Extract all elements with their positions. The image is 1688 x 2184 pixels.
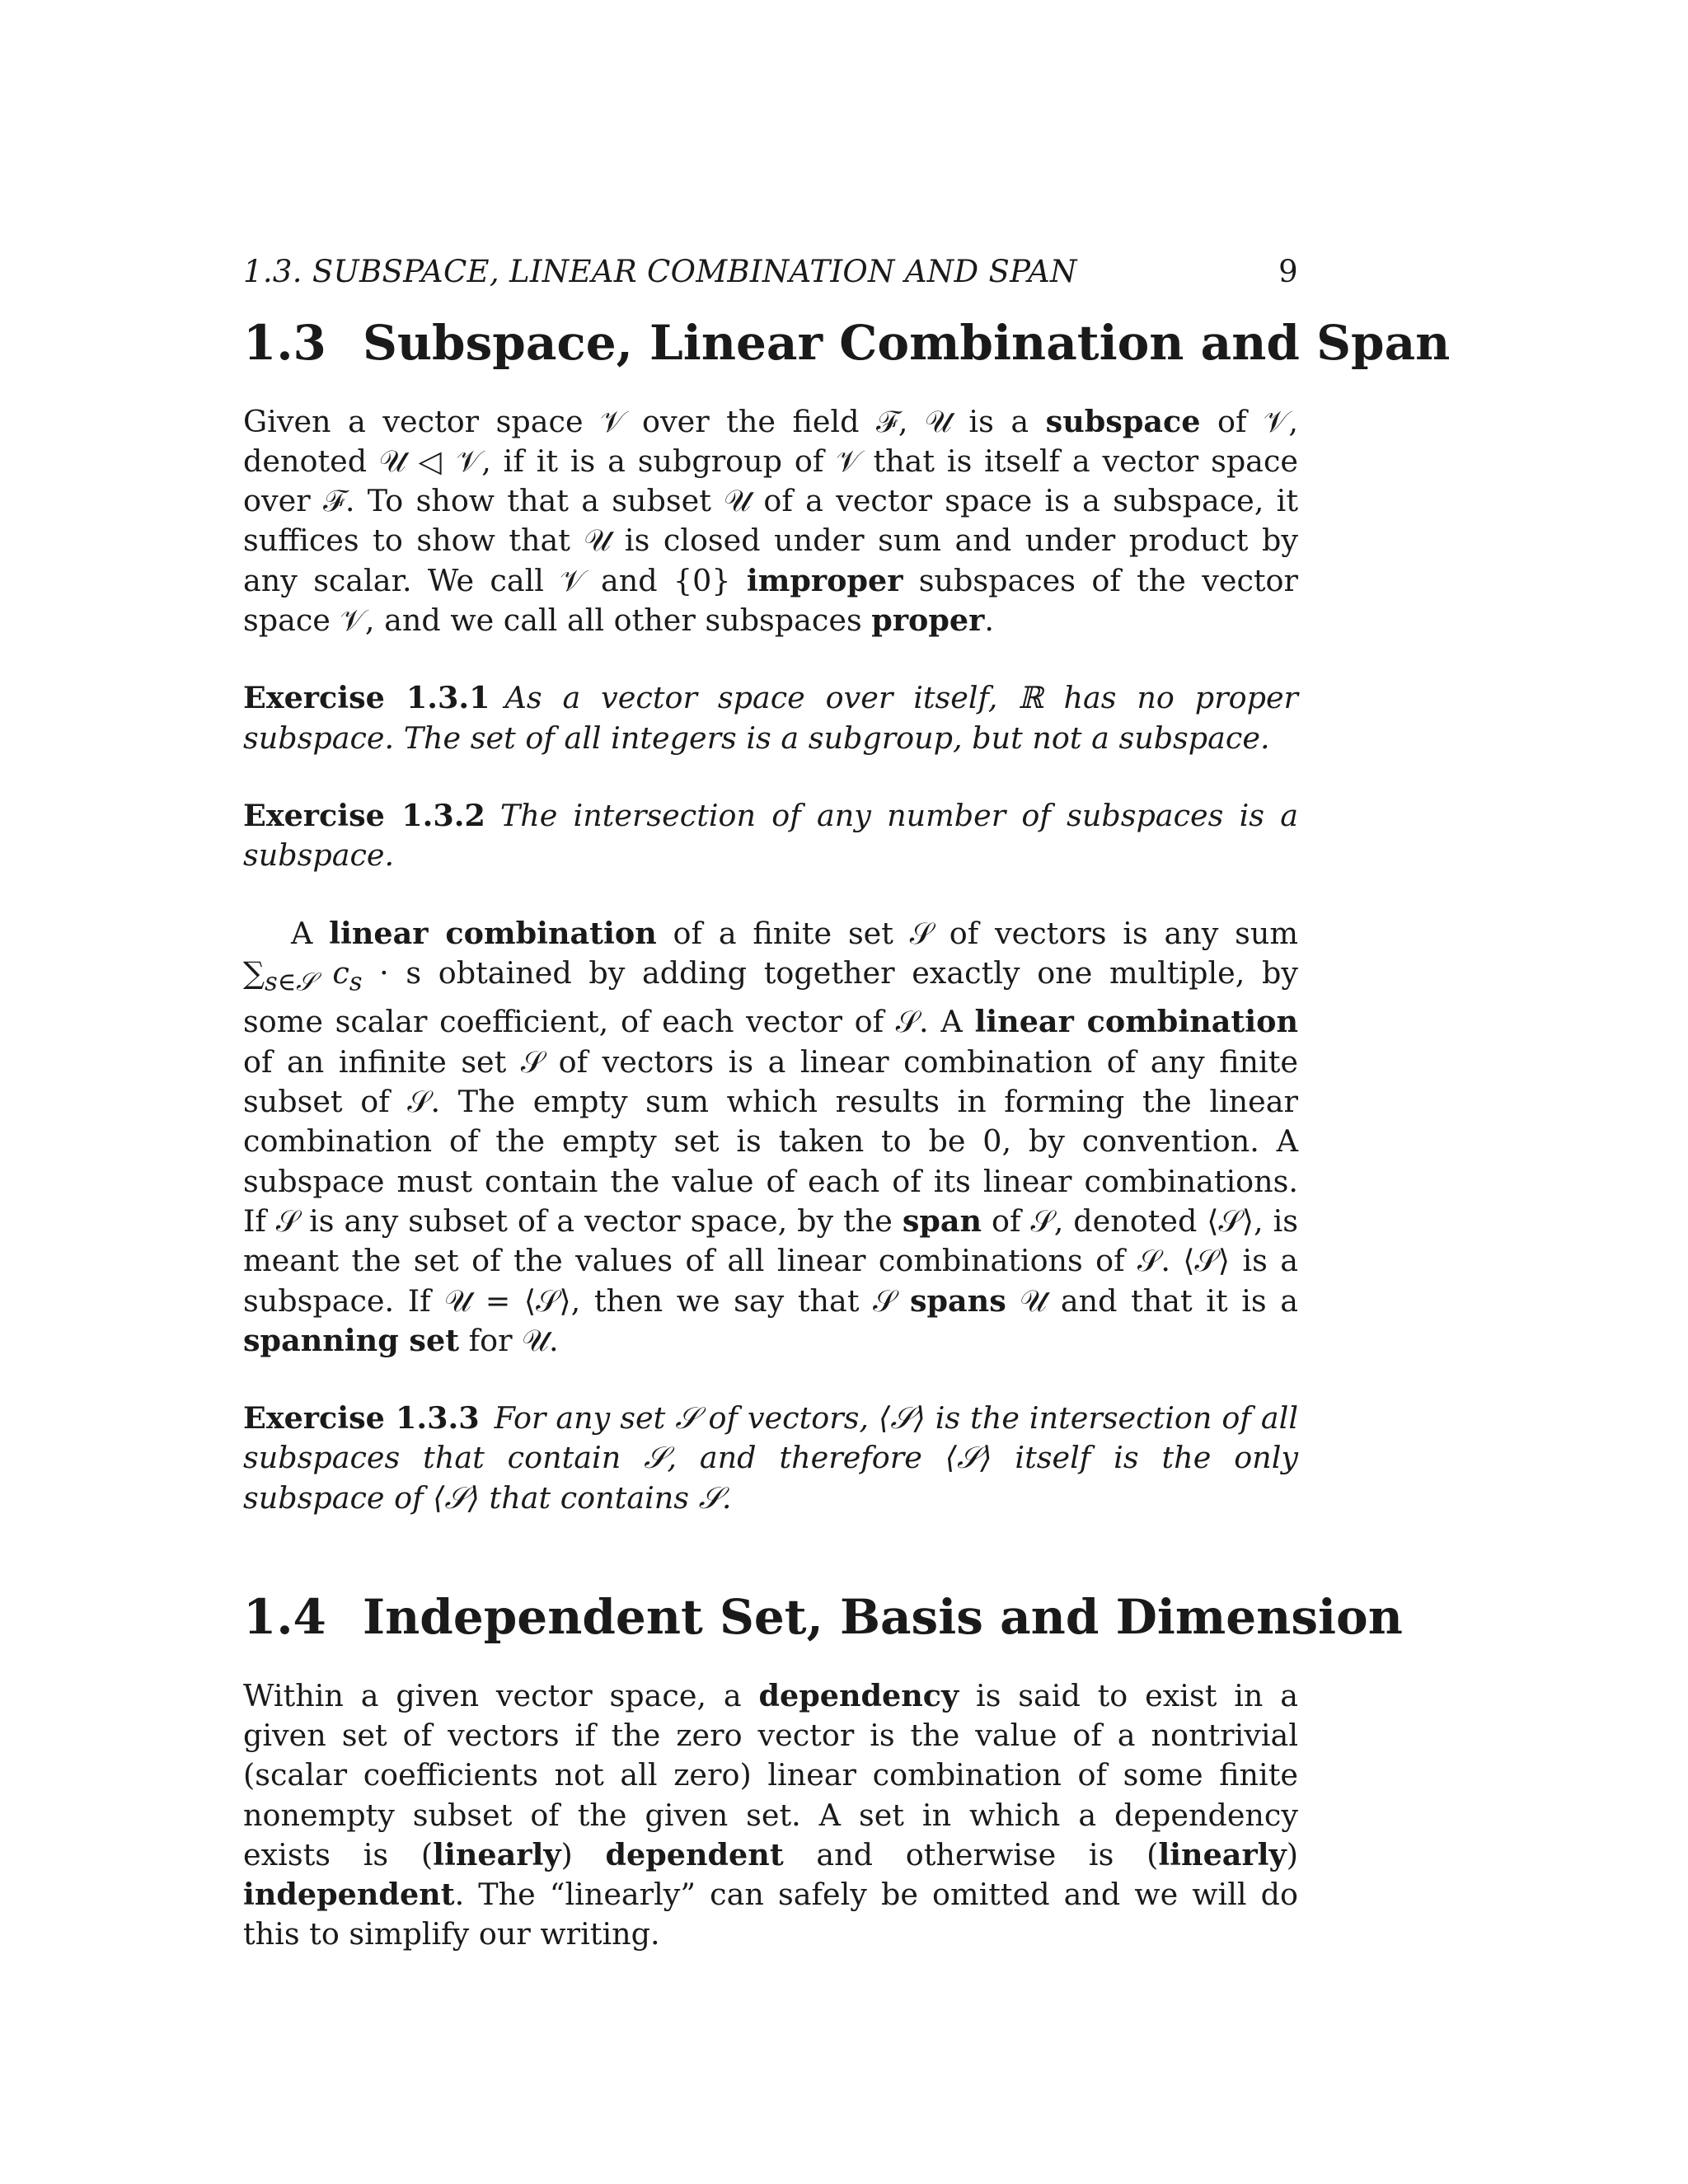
running-head <box>243 247 1298 297</box>
term-linear-combination: linear combination <box>974 1004 1298 1040</box>
text: . <box>984 602 994 639</box>
text: Within a given vector space, a <box>243 1677 759 1713</box>
paragraph-dependency-definition <box>243 1676 1298 1955</box>
page <box>243 247 1451 1955</box>
term-subspace: subspace <box>1045 403 1201 439</box>
text: subspaces of the vector space 𝒱, and we call all other subspaces <box>243 562 1298 639</box>
running-head-title: 1.3. SUBSPACE, LINEAR COMBINATION AND SPAN <box>243 254 1077 289</box>
text: . The “linearly” can safely be omitted and we will do this to simplify our writing. <box>243 1877 1298 1952</box>
term-linear-combination: linear combination <box>329 915 657 951</box>
term-spanning-set: spanning set <box>243 1322 460 1358</box>
text: c <box>315 954 349 991</box>
page-number: 9 <box>1278 254 1298 289</box>
term-dependency: dependency <box>758 1677 959 1713</box>
term-span: span <box>902 1202 982 1239</box>
text: Given a vector space 𝒱 over the field ℱ, 𝒰 is a <box>243 403 1046 439</box>
term-proper: proper <box>871 602 985 639</box>
term-linearly: linearly <box>1158 1836 1287 1872</box>
text: of an infinite set 𝒮 of vectors is a linear combination of any finite subset of 𝒮. The empty sum which results in forming the linear combination of the empty set is taken to be 0, by convention. A subspace must contain the value of each of its linear combinations. If 𝒮 is any subset of a vector space, by the <box>243 1043 1298 1239</box>
exercise-body: As a vector space over itself, ℝ has no proper subspace. The set of all integers is a subgroup, but not a subspace. <box>243 680 1298 756</box>
text: and otherwise is ( <box>783 1836 1159 1872</box>
exercise-1-3-1 <box>243 678 1298 758</box>
paragraph-linear-combination <box>243 914 1298 1361</box>
exercise-1-3-3 <box>243 1399 1298 1518</box>
text: of 𝒱, denoted 𝒰 ◁ 𝒱, if it is a subgroup of 𝒱 that is itself a vector space over ℱ. To show that a subset 𝒰 of a vector space is a subspace, it suffices to show that 𝒰 is closed under sum and under product by any scalar. We call 𝒱 and {0} <box>243 403 1298 598</box>
term-improper: improper <box>746 562 903 598</box>
sum-subscript: s∈𝒮 <box>265 968 316 997</box>
term-independent: independent <box>243 1877 455 1913</box>
section-title: Independent Set, Basis and Dimension <box>363 1589 1403 1646</box>
paragraph-subspace-definition <box>243 402 1298 641</box>
text: ) <box>560 1836 606 1872</box>
text: of 𝒮, denoted ⟨𝒮⟩, is meant the set of the values of all linear combinations of 𝒮. ⟨𝒮⟩ is a subspace. If 𝒰 = ⟨𝒮⟩, then we say that 𝒮 <box>243 1202 1298 1319</box>
section-number: 1.4 <box>243 1589 326 1646</box>
exercise-body: For any set 𝒮 of vectors, ⟨𝒮⟩ is the intersection of all subspaces that contain 𝒮, and therefore ⟨𝒮⟩ itself is the only subspace of ⟨𝒮⟩ that contains 𝒮. <box>243 1400 1298 1516</box>
exercise-label: Exercise 1.3.1 <box>243 680 490 716</box>
term-linearly: linearly <box>433 1836 561 1872</box>
text: is said to exist in a given set of vectors if the zero vector is the value of a nontrivial (scalar coefficients not all zero) linear combination of some finite nonempty subset of the given set. A set in which a dependency exists is ( <box>243 1677 1298 1872</box>
term-spans: spans <box>909 1282 1006 1319</box>
text: · s obtained by adding together exactly one multiple, by some scalar coefficient, of each vector of 𝒮. A <box>243 954 1298 1040</box>
term-dependent: dependent <box>605 1836 784 1872</box>
text: ) <box>1286 1836 1299 1872</box>
exercise-1-3-2 <box>243 796 1298 876</box>
section-title: Subspace, Linear Combination and Span <box>363 315 1451 371</box>
text: A <box>291 915 330 951</box>
coefficient-subscript: s <box>349 968 363 997</box>
exercise-label: Exercise 1.3.3 <box>243 1400 480 1436</box>
text: of a finite set 𝒮 of vectors is any sum ∑ <box>243 915 1298 991</box>
section-heading-1-3 <box>243 315 1451 373</box>
exercise-label: Exercise 1.3.2 <box>243 797 485 833</box>
section-number: 1.3 <box>243 315 326 371</box>
text: for 𝒰. <box>459 1322 559 1358</box>
exercise-body: The intersection of any number of subspaces is a subspace. <box>243 797 1298 874</box>
text: 𝒰 and that it is a <box>1006 1282 1298 1319</box>
section-heading-1-4 <box>243 1589 1403 1647</box>
